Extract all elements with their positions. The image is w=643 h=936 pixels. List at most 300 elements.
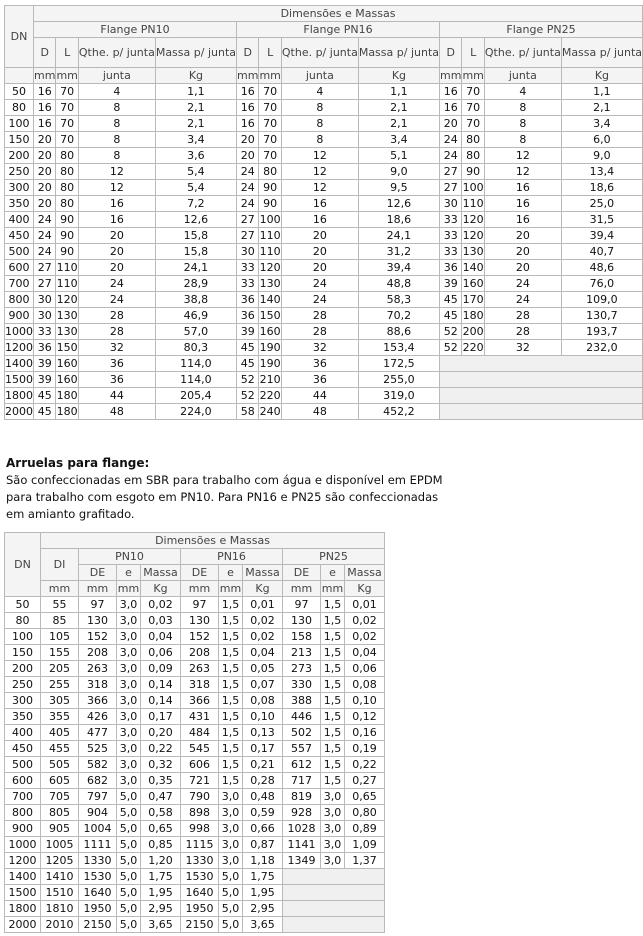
table-cell: 27 [440, 164, 462, 180]
table-cell: 3,6 [155, 148, 236, 164]
col-header-qthe: Qthe. p/ junta [78, 38, 155, 68]
table-cell: 130 [56, 325, 78, 338]
table-cell: 0,01 [243, 597, 283, 613]
table-cell: 120 [462, 213, 484, 226]
table-cell: 120 [56, 293, 78, 306]
unit-cell-dn [5, 68, 34, 84]
table-cell: 5,0 [117, 901, 141, 917]
table-cell: 318 [181, 677, 219, 693]
table-cell: 33 [440, 228, 462, 244]
table-cell: 5,0 [117, 821, 141, 837]
unit-cell: mm [34, 69, 56, 82]
table-cell: 3,0 [321, 789, 345, 805]
table-cell: 2150 [181, 917, 219, 933]
table-cell: 3,0 [321, 837, 345, 853]
table-cell: 30 [34, 308, 56, 324]
table-cell: 8 [484, 100, 561, 116]
arruelas-section [6, 455, 454, 523]
table-cell: 5,0 [219, 869, 243, 885]
col-header-massa: Massa [345, 565, 385, 581]
table-cell: 3,4 [358, 132, 439, 148]
table-cell: 30 [34, 292, 56, 308]
table-cell: 8 [78, 148, 155, 164]
col-header-d: D [34, 38, 56, 68]
col-header-de: DE [283, 565, 321, 581]
table-cell: 20 [484, 260, 561, 276]
empty-cell [440, 404, 643, 420]
table-cell: 1400 [5, 869, 41, 885]
unit-cell: junta [78, 68, 155, 84]
table-cell: 3,0 [117, 645, 141, 661]
table-cell: 318 [79, 677, 117, 693]
table-cell: 152 [181, 629, 219, 645]
table-cell: 500 [5, 244, 34, 260]
empty-cell [283, 901, 385, 917]
table-cell: 502 [283, 725, 321, 741]
table-cell: 20 [78, 244, 155, 260]
table-cell: 130,7 [561, 308, 642, 324]
table-cell: 55 [41, 597, 79, 613]
table-cell: 27 [34, 260, 56, 276]
table-cell: 76,0 [561, 276, 642, 292]
table-cell: 28 [484, 324, 561, 340]
table-cell: 240 [259, 405, 281, 418]
table-row [5, 677, 385, 693]
table-cell: 58 [237, 404, 259, 420]
table-row [5, 132, 643, 148]
table-cell: 0,02 [345, 629, 385, 645]
table-cell: 110 [56, 261, 78, 274]
table-cell: 45 [34, 404, 56, 420]
table-cell: 28,9 [155, 276, 236, 292]
unit-cell: mm [440, 69, 462, 82]
table-cell: 33 [237, 276, 259, 292]
table-cell: 3,0 [321, 805, 345, 821]
table-cell: 27 [440, 180, 462, 196]
table-cell: 28 [78, 324, 155, 340]
table-cell: 1500 [5, 885, 41, 901]
table-cell: 1,5 [321, 693, 345, 709]
table-caption: Dimensões e Massas [41, 533, 385, 549]
group-header-pn10: PN10 [79, 549, 181, 565]
table-cell: 505 [41, 757, 79, 773]
table-cell: 39,4 [358, 260, 439, 276]
table-cell: 80 [56, 180, 78, 196]
table-cell: 160 [56, 357, 78, 370]
table-cell: 1,1 [561, 84, 642, 100]
table-row [5, 741, 385, 757]
table-cell: 1,5 [219, 613, 243, 629]
unit-cell: mm [462, 69, 484, 82]
table-cell: 36 [78, 356, 155, 372]
table-cell: 2010 [41, 917, 79, 933]
table-cell: 0,19 [345, 741, 385, 757]
table-cell: 130 [462, 245, 484, 258]
table-cell: 3,0 [117, 597, 141, 613]
table-cell: 150 [5, 645, 41, 661]
table-cell: 0,09 [141, 661, 181, 677]
table-cell: 805 [41, 805, 79, 821]
table-cell: 24 [237, 164, 259, 180]
unit-cell: Kg [243, 581, 283, 597]
table-cell: 48 [78, 404, 155, 420]
table-cell: 44 [281, 388, 358, 404]
table-cell: 0,47 [141, 789, 181, 805]
table-cell: 70 [462, 100, 484, 116]
table-cell: 0,03 [141, 613, 181, 629]
table-row [5, 837, 385, 853]
table-cell: 70 [259, 84, 281, 100]
table-cell: 1410 [41, 869, 79, 885]
table-row [5, 244, 643, 260]
table-cell: 484 [181, 725, 219, 741]
table-cell: 20 [34, 148, 56, 164]
table-cell: 1810 [41, 901, 79, 917]
table-cell: 1,5 [219, 629, 243, 645]
table-cell: 152 [79, 629, 117, 645]
table-row [5, 917, 385, 933]
table-row [5, 180, 643, 196]
table-cell: 20 [78, 228, 155, 244]
table-cell: 1004 [79, 821, 117, 837]
table-cell: 97 [181, 597, 219, 613]
table-cell: 250 [5, 164, 34, 180]
table-cell: 0,66 [243, 821, 283, 837]
table-cell: 0,35 [141, 773, 181, 789]
table-cell: 109,0 [561, 292, 642, 308]
table-cell: 45 [237, 356, 259, 372]
table-cell: 13,4 [561, 164, 642, 180]
table-cell: 20 [34, 164, 56, 180]
col-header-l: L [462, 38, 484, 68]
flange-table-body [5, 84, 643, 420]
table-cell: 797 [79, 789, 117, 805]
table-cell: 300 [5, 693, 41, 709]
table-cell: 46,9 [155, 308, 236, 324]
table-cell: 717 [283, 773, 321, 789]
table-row [5, 372, 643, 388]
col-header-d: D [237, 38, 259, 68]
table-cell: 5,0 [219, 917, 243, 933]
table-cell: 12 [281, 148, 358, 164]
table-cell: 600 [5, 260, 34, 276]
group-header-pn16: Flange PN16 [237, 22, 440, 38]
table-cell: 250 [5, 677, 41, 693]
table-row [5, 292, 643, 308]
table-cell: 70 [56, 84, 78, 100]
table-cell: 16 [440, 100, 462, 116]
table-cell: 110 [462, 197, 484, 210]
table-cell: 1950 [79, 901, 117, 917]
table-cell: 210 [259, 373, 281, 386]
table-cell: 0,12 [345, 709, 385, 725]
table-cell: 18,6 [561, 180, 642, 196]
table-cell: 100 [5, 629, 41, 645]
table-cell: 52 [237, 372, 259, 388]
table-cell: 1005 [41, 837, 79, 853]
table-cell: 1330 [79, 853, 117, 869]
table-row [5, 324, 643, 340]
table-row [5, 821, 385, 837]
col-header-de: DE [181, 565, 219, 581]
table-cell: 24 [440, 132, 462, 148]
table-cell: 33 [440, 244, 462, 260]
table-cell: 3,0 [321, 853, 345, 869]
table-cell: 452,2 [358, 404, 439, 420]
table-cell: 110 [259, 229, 281, 242]
table-cell: 4 [484, 84, 561, 100]
table-cell: 1,5 [219, 645, 243, 661]
table-cell: 24 [484, 276, 561, 292]
table-cell: 232,0 [561, 340, 642, 356]
table-cell: 100 [462, 181, 484, 194]
table-row [5, 869, 385, 885]
table-cell: 1028 [283, 821, 321, 837]
table-cell: 24 [78, 292, 155, 308]
table-cell: 0,14 [141, 677, 181, 693]
table-cell: 700 [5, 276, 34, 292]
table-row [5, 148, 643, 164]
table-cell: 70 [259, 116, 281, 132]
unit-cell: junta [281, 68, 358, 84]
table-cell: 16 [34, 100, 56, 116]
table-cell: 70 [462, 84, 484, 100]
table-cell: 700 [5, 789, 41, 805]
table-cell: 355 [41, 709, 79, 725]
table-cell: 8 [281, 116, 358, 132]
table-cell: 255,0 [358, 372, 439, 388]
table-cell: 20 [281, 260, 358, 276]
table-row [5, 613, 385, 629]
table-cell: 525 [79, 741, 117, 757]
table-cell: 36 [34, 340, 56, 356]
table-cell: 220 [259, 389, 281, 402]
table-cell: 1,5 [321, 709, 345, 725]
table-cell: 3,0 [117, 741, 141, 757]
table-cell: 545 [181, 741, 219, 757]
table-cell: 612 [283, 757, 321, 773]
table-cell: 0,04 [243, 645, 283, 661]
table-row [5, 757, 385, 773]
table-cell: 450 [5, 228, 34, 244]
table-cell: 1950 [181, 901, 219, 917]
table-cell: 140 [259, 293, 281, 306]
table-cell: 431 [181, 709, 219, 725]
group-header-pn16: PN16 [181, 549, 283, 565]
table-cell: 8 [484, 132, 561, 148]
table-cell: 114,0 [155, 372, 236, 388]
table-cell: 5,0 [219, 885, 243, 901]
col-header-qthe: Qthe. p/ junta [281, 38, 358, 68]
table-cell: 2,1 [155, 116, 236, 132]
table-cell: 928 [283, 805, 321, 821]
table-cell: 606 [181, 757, 219, 773]
table-cell: 790 [181, 789, 219, 805]
table-cell: 1,1 [358, 84, 439, 100]
table-cell: 20 [237, 132, 259, 148]
table-cell: 24 [237, 196, 259, 212]
table-cell: 20 [440, 116, 462, 132]
table-cell: 1,5 [321, 725, 345, 741]
empty-cell [440, 356, 643, 372]
table-cell: 1,5 [321, 629, 345, 645]
table-cell: 1000 [5, 325, 33, 338]
col-header-massa: Massa [141, 565, 181, 581]
table-cell: 70 [259, 148, 281, 164]
table-cell: 0,21 [243, 757, 283, 773]
table-cell: 213 [283, 645, 321, 661]
table-cell: 3,0 [321, 821, 345, 837]
table-cell: 160 [56, 373, 78, 386]
table-cell: 90 [259, 196, 281, 212]
unit-cell: mm [321, 582, 344, 595]
table-cell: 5,0 [117, 917, 141, 933]
table-cell: 24 [281, 276, 358, 292]
table-cell: 1205 [41, 853, 79, 869]
table-cell: 1,09 [345, 837, 385, 853]
table-cell: 70 [56, 100, 78, 116]
table-cell: 0,02 [141, 597, 181, 613]
di-header: DI [41, 549, 79, 581]
table-cell: 15,8 [155, 228, 236, 244]
table-cell: 20 [484, 228, 561, 244]
table-cell: 2,1 [155, 100, 236, 116]
table-cell: 263 [79, 661, 117, 677]
table-cell: 0,28 [243, 773, 283, 789]
table-cell: 0,14 [141, 693, 181, 709]
unit-cell: mm [117, 582, 140, 595]
table-cell: 130 [56, 309, 78, 322]
table-cell: 39 [237, 324, 259, 340]
table-cell: 366 [79, 693, 117, 709]
table-cell: 1500 [5, 373, 33, 386]
table-cell: 88,6 [358, 324, 439, 340]
table-cell: 1,5 [321, 773, 345, 789]
table-cell: 33 [440, 212, 462, 228]
table-cell: 39,4 [561, 228, 642, 244]
table-cell: 1115 [181, 837, 219, 853]
table-cell: 2000 [5, 405, 33, 418]
table-cell: 110 [259, 245, 281, 258]
table-cell: 0,10 [345, 693, 385, 709]
table-cell: 557 [283, 741, 321, 757]
col-header-de: DE [79, 565, 117, 581]
table-cell: 0,04 [141, 629, 181, 645]
table-cell: 3,0 [219, 805, 243, 821]
col-header-l: L [56, 38, 78, 68]
table-cell: 36 [78, 372, 155, 388]
table-cell: 682 [79, 773, 117, 789]
unit-cell: Kg [141, 581, 181, 597]
table-cell: 330 [283, 677, 321, 693]
table-cell: 80 [56, 148, 78, 164]
table-cell: 0,10 [243, 709, 283, 725]
table-cell: 193,7 [561, 324, 642, 340]
table-cell: 1,5 [219, 741, 243, 757]
table-cell: 1,5 [219, 693, 243, 709]
unit-cell: mm [56, 69, 78, 82]
table-cell: 1,1 [155, 84, 236, 100]
table-row [5, 597, 385, 613]
table-cell: 0,08 [243, 693, 283, 709]
table-cell: 70 [259, 100, 281, 116]
table-cell: 16 [34, 116, 56, 132]
table-cell: 705 [41, 789, 79, 805]
table-row [5, 629, 385, 645]
table-cell: 31,5 [561, 212, 642, 228]
table-cell: 5,1 [358, 148, 439, 164]
table-cell: 130 [259, 277, 281, 290]
table-cell: 140 [462, 261, 484, 274]
table-cell: 605 [41, 773, 79, 789]
table-cell: 160 [462, 277, 484, 290]
table-cell: 4 [78, 84, 155, 100]
table-cell: 426 [79, 709, 117, 725]
col-header-e: e [219, 565, 243, 581]
table-cell: 0,80 [345, 805, 385, 821]
table-cell: 70 [56, 116, 78, 132]
table-cell: 5,0 [117, 805, 141, 821]
table-cell: 90 [462, 164, 484, 180]
table-cell: 1200 [5, 853, 41, 869]
table-cell: 6,0 [561, 132, 642, 148]
table-cell: 0,65 [141, 821, 181, 837]
table-cell: 45 [34, 388, 56, 404]
table-cell: 27 [237, 212, 259, 228]
table-cell: 190 [259, 341, 281, 354]
table-cell: 8 [78, 100, 155, 116]
table-cell: 1000 [5, 837, 41, 853]
table-cell: 30 [237, 244, 259, 260]
table-cell: 1640 [79, 885, 117, 901]
col-header-d: D [440, 38, 462, 68]
table-cell: 1,5 [219, 597, 243, 613]
table-cell: 8 [281, 132, 358, 148]
table-cell: 8 [78, 132, 155, 148]
table-cell: 2,1 [358, 100, 439, 116]
table-cell: 16 [78, 212, 155, 228]
table-cell: 45 [440, 308, 462, 324]
table-cell: 4 [281, 84, 358, 100]
table-cell: 180 [56, 405, 78, 418]
table-cell: 0,05 [243, 661, 283, 677]
unit-cell: mm [219, 582, 242, 595]
table-cell: 1530 [79, 869, 117, 885]
table-cell: 1141 [283, 837, 321, 853]
table-cell: 38,8 [155, 292, 236, 308]
table-cell: 20 [34, 180, 56, 196]
table-cell: 24 [440, 148, 462, 164]
table-cell: 153,4 [358, 340, 439, 356]
table-row [5, 885, 385, 901]
table-caption: Dimensões e Massas [34, 6, 643, 22]
table-cell: 120 [259, 261, 281, 274]
table-cell: 114,0 [155, 356, 236, 372]
table-cell: 1200 [5, 341, 33, 354]
table-cell: 130 [79, 613, 117, 629]
table-row [5, 196, 643, 212]
col-header-massa: Massa p/ junta [155, 38, 236, 68]
table-cell: 0,65 [345, 789, 385, 805]
table-cell: 0,20 [141, 725, 181, 741]
table-cell: 90 [56, 212, 78, 228]
table-cell: 3,0 [219, 789, 243, 805]
table-cell: 33 [237, 260, 259, 276]
table-cell: 1,18 [243, 853, 283, 869]
table-cell: 80 [56, 164, 78, 180]
table-cell: 36 [281, 372, 358, 388]
unit-cell: Kg [561, 68, 642, 84]
